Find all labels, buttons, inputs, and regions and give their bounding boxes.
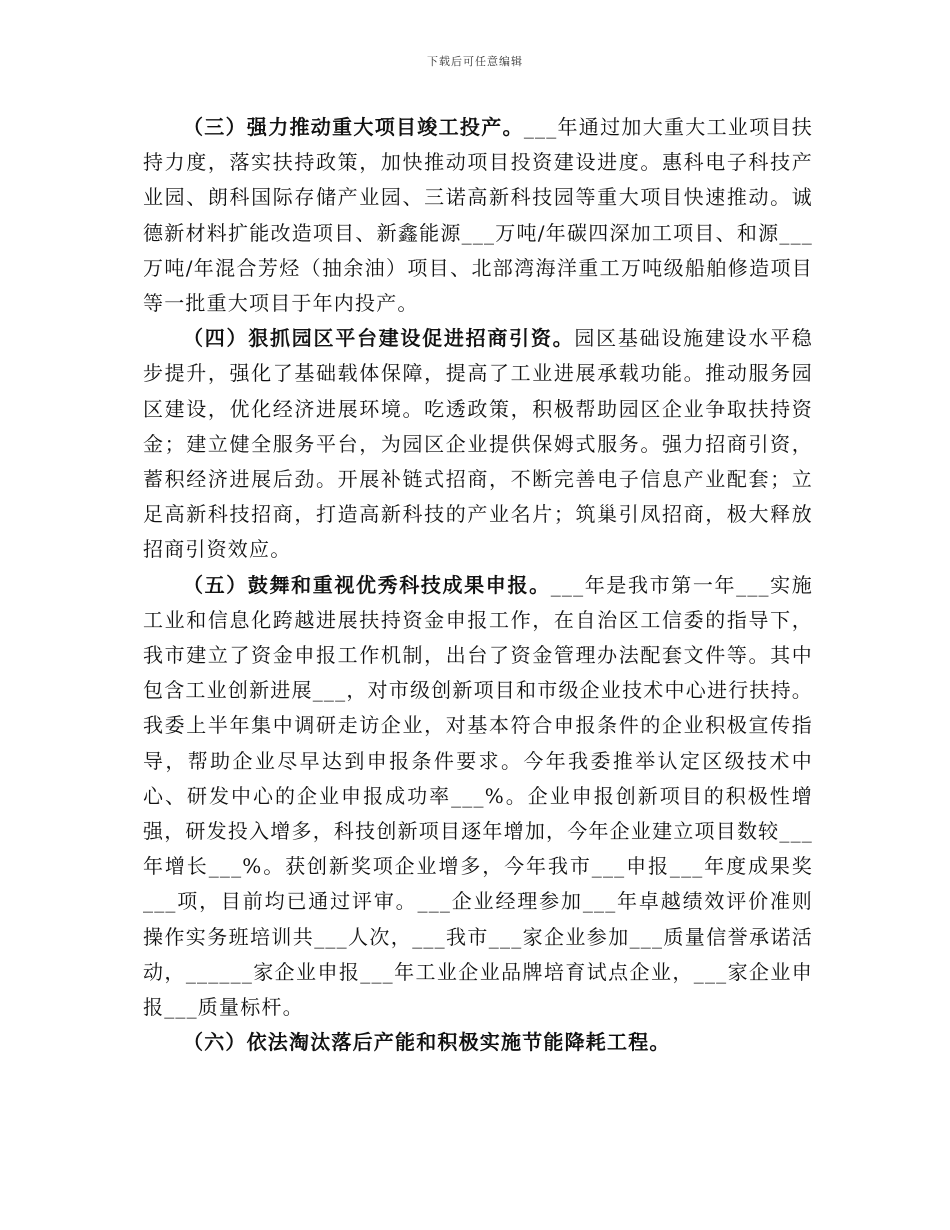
paragraph-section-6 (143, 1025, 813, 1060)
paragraph-section-3 (143, 110, 813, 321)
section-heading: （六）依法淘汰落后产能和积极实施节能降耗工程。 (183, 1030, 671, 1055)
section-heading: （四）狠抓园区平台建设促进招商引资。 (183, 326, 575, 351)
page-header: 下载后可任意编辑 (427, 55, 523, 68)
paragraph-section-4 (143, 321, 813, 567)
section-heading: （五）鼓舞和重视优秀科技成果申报。 (183, 572, 551, 597)
section-heading: （三）强力推动重大项目竣工投产。 (183, 115, 524, 139)
document-body (143, 110, 813, 1060)
paragraph-text: ___年是我市第一年___实施工业和信息化跨越进展扶持资金申报工作，在自治区工信委的指导下，我市建立了资金申报工作机制，出台了资金管理办法配套文件等。其中包含工业创新进展___，对市级创新项目和市级企业技术中心进行扶持。我委上半年集中调研走访企业，对基本符合申报条件的企业积极宣传指导，帮助企业尽早达到申报条件要求。今年我委推举认定区级技术中心、研发中心的企业申报成功率___%。企业申报创新项目的积极性增强，研发投入增多，科技创新项目逐年增加，今年企业建立项目数较___年增长___%。获创新奖项企业增多，今年我市___申报___年度成果奖___项，目前均已通过评审。___企业经理参加___年卓越绩效评价准则操作实务班培训共___人次，___我市___家企业参加___质量信誉承诺活动，______家企业申报___年工业企业品牌培育试点企业，___家企业申报___质量标杆。 (143, 572, 813, 1020)
paragraph-section-5 (143, 568, 813, 1026)
paragraph-text: 园区基础设施建设水平稳步提升，强化了基础载体保障，提高了工业进展承载功能。推动服务园区建设，优化经济进展环境。吃透政策，积极帮助园区企业争取扶持资金；建立健全服务平台，为园区企业提供保姆式服务。强力招商引资，蓄积经济进展后劲。开展补链式招商，不断完善电子信息产业配套；立足高新科技招商，打造高新科技的产业名片；筑巢引凤招商，极大释放招商引资效应。 (143, 326, 813, 562)
paragraph-text: ___年通过加大重大工业项目扶持力度，落实扶持政策，加快推动项目投资建设进度。惠科电子科技产业园、朗科国际存储产业园、三诺高新科技园等重大项目快速推动。诚德新材料扩能改造项目、新鑫能源___万吨/年碳四深加工项目、和源___万吨/年混合芳烃（抽余油）项目、北部湾海洋重工万吨级船舶修造项目等一批重大项目于年内投产。 (143, 115, 814, 316)
